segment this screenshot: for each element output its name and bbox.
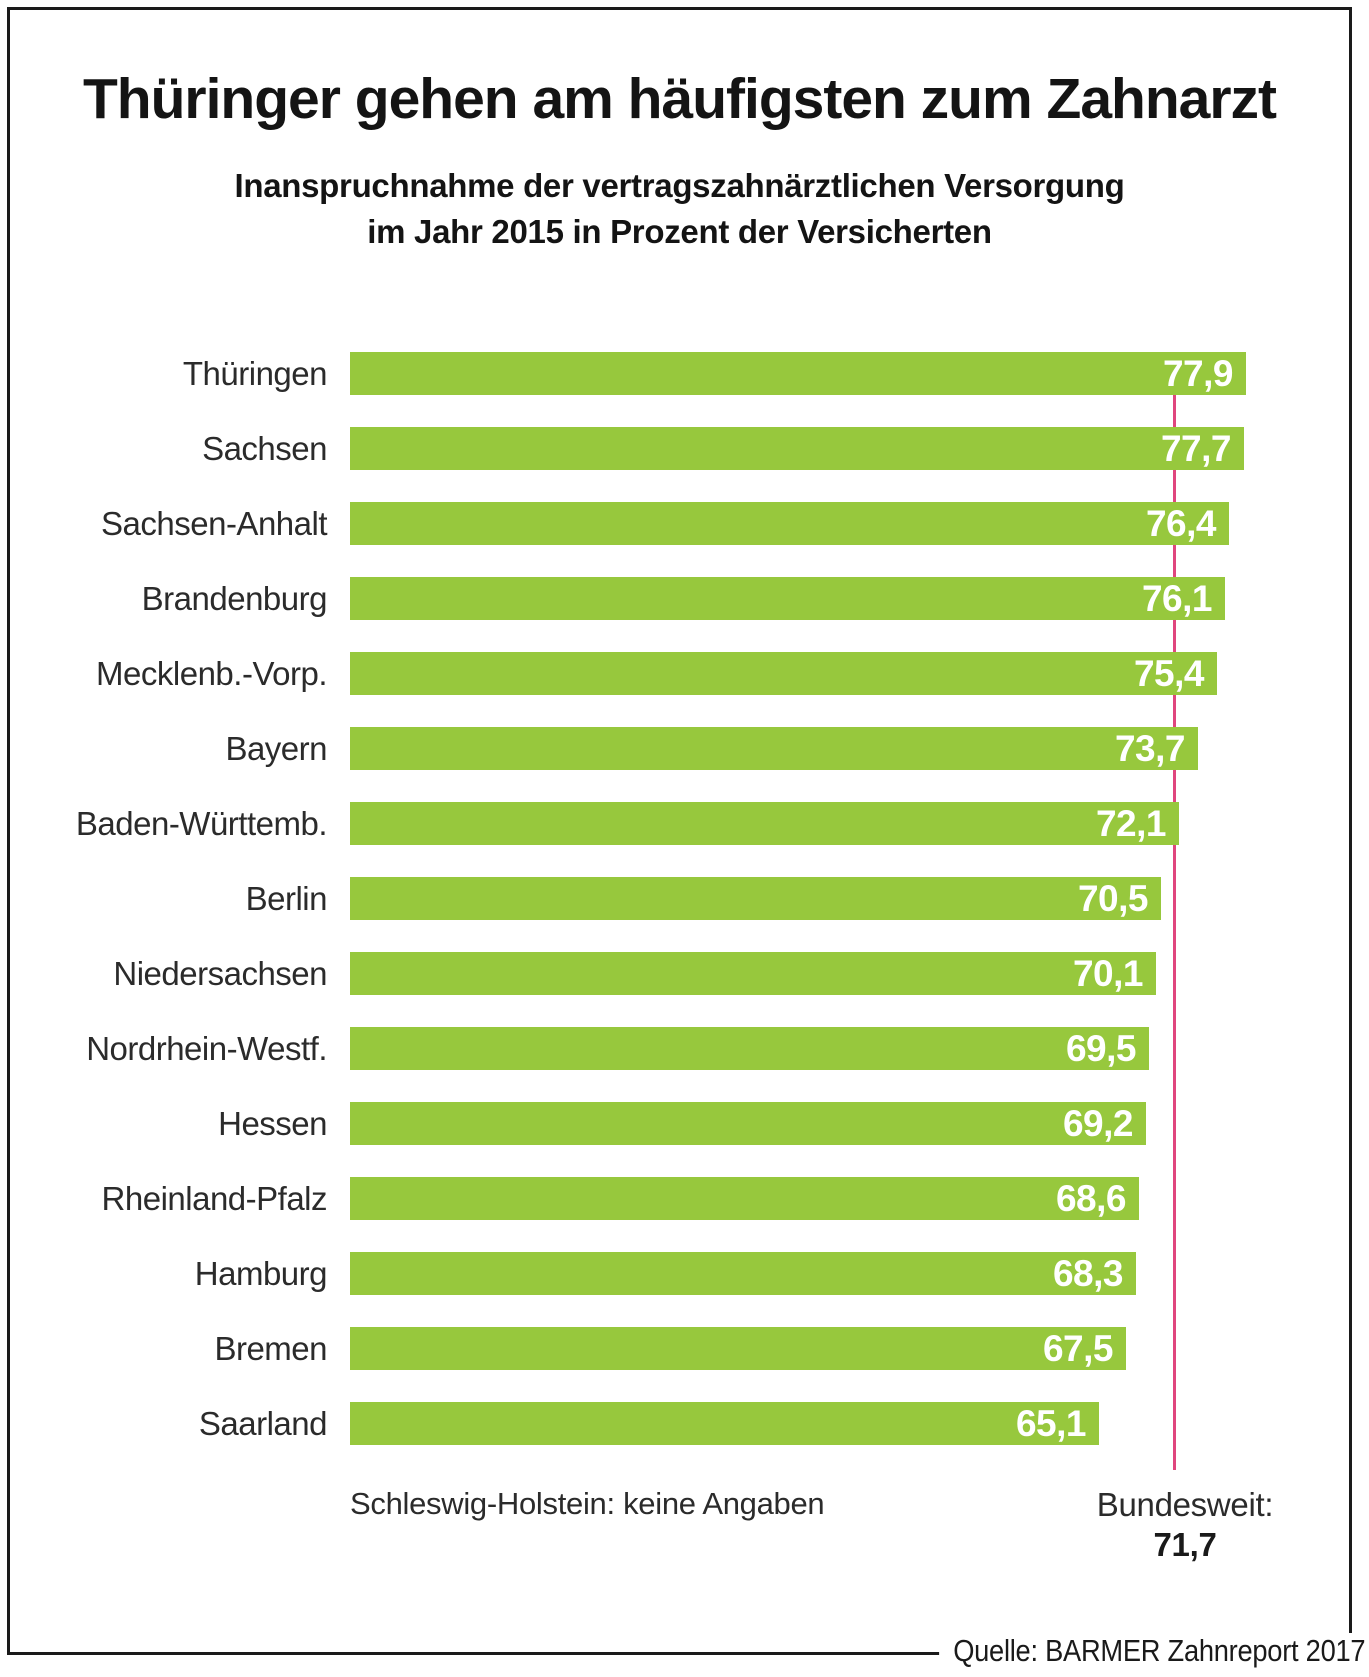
chart-subtitle-line1: Inanspruchnahme der vertragszahnärztlichen Versorgung [234, 167, 1125, 204]
category-label: Berlin [245, 880, 327, 917]
value-label: 77,7 [1160, 428, 1231, 469]
bar-row [0, 427, 1369, 470]
bar-row [0, 352, 1369, 395]
category-label: Hamburg [194, 1255, 327, 1292]
category-label: Niedersachsen [113, 955, 327, 992]
value-label: 69,5 [1065, 1028, 1136, 1069]
bar-row [0, 577, 1369, 620]
bar [350, 802, 1179, 845]
bar-row [0, 1252, 1369, 1295]
value-label: 68,3 [1052, 1253, 1123, 1294]
bar [350, 652, 1217, 695]
bar [350, 352, 1246, 395]
bar-row [0, 502, 1369, 545]
national-average-value: 71,7 [1153, 1526, 1217, 1563]
bar-row [0, 952, 1369, 995]
bar-row [0, 1102, 1369, 1145]
bar [350, 427, 1244, 470]
bar [350, 727, 1198, 770]
footnote: Schleswig-Holstein: keine Angaben [350, 1486, 825, 1521]
value-label: 70,1 [1072, 953, 1143, 994]
source-credit: Quelle: BARMER Zahnreport 2017 [939, 1633, 1365, 1675]
value-label: 77,9 [1162, 353, 1233, 394]
bar-row [0, 727, 1369, 770]
bar [350, 1252, 1136, 1295]
value-label: 76,4 [1145, 503, 1216, 544]
national-average [1038, 1485, 1332, 1565]
category-label: Bayern [225, 730, 327, 767]
category-label: Saarland [198, 1405, 327, 1442]
bar-row [0, 1327, 1369, 1370]
bar [350, 1102, 1146, 1145]
national-average-label: Bundesweit: [1096, 1486, 1274, 1523]
bar-row [0, 877, 1369, 920]
value-label: 68,6 [1055, 1178, 1126, 1219]
value-label: 73,7 [1114, 728, 1185, 769]
category-label: Sachsen [202, 430, 327, 467]
category-label: Thüringen [182, 355, 327, 392]
category-label: Sachsen-Anhalt [101, 505, 327, 542]
value-label: 67,5 [1042, 1328, 1113, 1369]
bar-row [0, 1402, 1369, 1445]
value-label: 69,2 [1062, 1103, 1133, 1144]
bar [350, 1177, 1139, 1220]
bar [350, 1027, 1149, 1070]
bar [350, 502, 1229, 545]
bar [350, 1327, 1126, 1370]
bar [350, 952, 1156, 995]
chart-subtitle-line2: im Jahr 2015 in Prozent der Versicherten [367, 213, 992, 250]
category-label: Mecklenb.-Vorp. [96, 655, 327, 692]
value-label: 76,1 [1141, 578, 1212, 619]
category-label: Brandenburg [141, 580, 327, 617]
chart-title: Thüringer gehen am häufigsten zum Zahnarzt [82, 67, 1277, 131]
bar-row [0, 652, 1369, 695]
value-label: 70,5 [1077, 878, 1148, 919]
bar [350, 1402, 1099, 1445]
category-label: Rheinland-Pfalz [101, 1180, 327, 1217]
category-label: Baden-Württemb. [75, 805, 327, 842]
category-label: Bremen [214, 1330, 327, 1367]
bar-chart [0, 352, 1369, 1452]
category-label: Hessen [218, 1105, 327, 1142]
bar-row [0, 1027, 1369, 1070]
bar-row [0, 802, 1369, 845]
value-label: 75,4 [1133, 653, 1204, 694]
bar [350, 577, 1225, 620]
chart-subtitle [20, 163, 1339, 255]
bar [350, 877, 1161, 920]
category-label: Nordrhein-Westf. [86, 1030, 327, 1067]
bar-row [0, 1177, 1369, 1220]
value-label: 72,1 [1095, 803, 1166, 844]
value-label: 65,1 [1015, 1403, 1086, 1444]
